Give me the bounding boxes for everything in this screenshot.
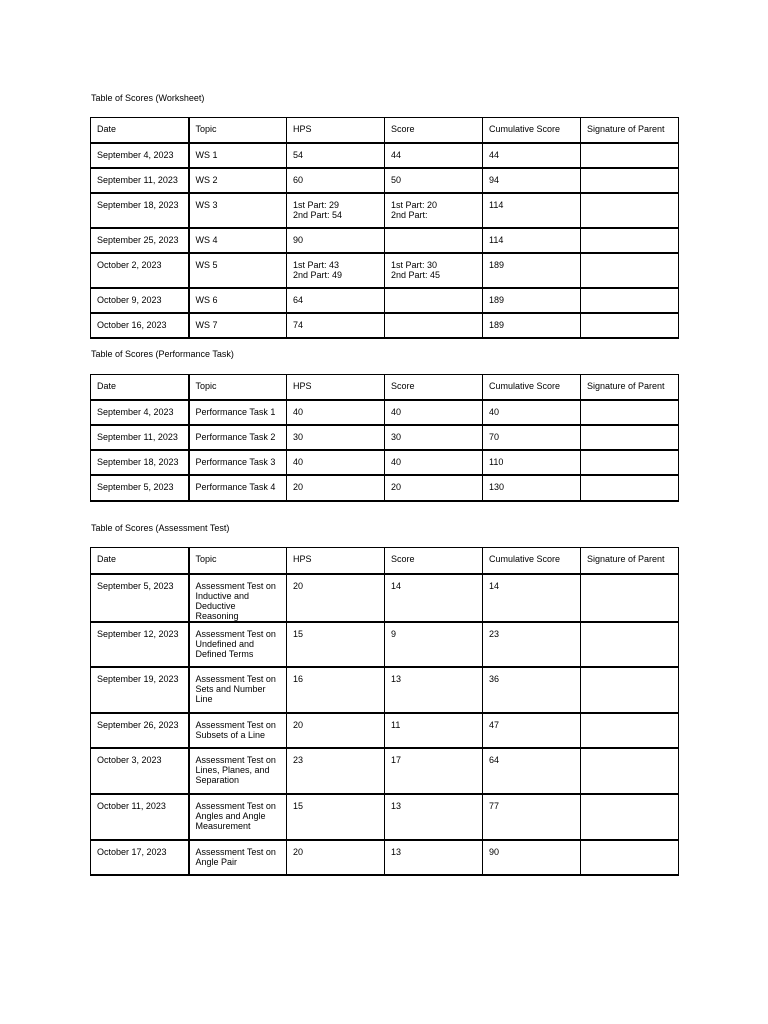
cumulative-score-cell: 36 [483,667,581,713]
score-cell: 50 [385,168,483,193]
signature-of-parent-cell [581,253,679,288]
topic-cell: WS 2 [189,168,287,193]
date-cell: September 12, 2023 [91,622,189,667]
cumulative-score-cell: 40 [483,400,581,425]
score-cell [385,313,483,338]
table-row [91,713,679,748]
date-cell: September 25, 2023 [91,228,189,253]
score-cell: 20 [385,475,483,501]
topic-cell: WS 4 [189,228,287,253]
hps-cell: 64 [287,288,385,313]
signature-of-parent-cell [581,622,679,667]
hps-cell: 74 [287,313,385,338]
date-cell: September 5, 2023 [91,475,189,501]
cumulative-score-cell: 70 [483,425,581,450]
table-row [91,253,679,288]
column-header-signature-of-parent: Signature of Parent [581,375,679,400]
hps-cell: 40 [287,400,385,425]
cumulative-score-cell: 64 [483,748,581,794]
hps-cell: 20 [287,713,385,748]
signature-of-parent-cell [581,667,679,713]
column-header-score: Score [385,548,483,574]
date-cell: October 17, 2023 [91,840,189,875]
table-row [91,400,679,425]
signature-of-parent-cell [581,288,679,313]
signature-of-parent-cell [581,574,679,622]
date-cell: September 4, 2023 [91,400,189,425]
table-row [91,475,679,501]
signature-of-parent-cell [581,143,679,168]
hps-cell: 15 [287,622,385,667]
score-cell: 13 [385,840,483,875]
score-cell: 40 [385,400,483,425]
cumulative-score-cell: 189 [483,253,581,288]
table-row [91,748,679,794]
score-cell: 9 [385,622,483,667]
hps-cell: 20 [287,840,385,875]
worksheet-scores-table [90,117,679,339]
date-cell: September 18, 2023 [91,450,189,475]
column-header-hps: HPS [287,548,385,574]
score-cell: 30 [385,425,483,450]
performance-header-row [91,375,679,400]
cumulative-score-cell: 44 [483,143,581,168]
topic-cell: WS 5 [189,253,287,288]
table-row [91,794,679,840]
assessment-header-row [91,548,679,574]
table-row [91,168,679,193]
signature-of-parent-cell [581,193,679,228]
table-row [91,288,679,313]
column-header-cumulative-score: Cumulative Score [483,548,581,574]
signature-of-parent-cell [581,475,679,501]
score-cell [385,228,483,253]
table-row [91,143,679,168]
column-header-score: Score [385,118,483,143]
score-cell: 11 [385,713,483,748]
date-cell: October 9, 2023 [91,288,189,313]
column-header-signature-of-parent: Signature of Parent [581,118,679,143]
signature-of-parent-cell [581,840,679,875]
hps-cell: 1st Part: 29 2nd Part: 54 [287,193,385,228]
cumulative-score-cell: 130 [483,475,581,501]
topic-cell: Assessment Test on Lines, Planes, and Separation [189,748,287,794]
topic-cell: Performance Task 2 [189,425,287,450]
signature-of-parent-cell [581,713,679,748]
date-cell: September 11, 2023 [91,168,189,193]
date-cell: October 2, 2023 [91,253,189,288]
topic-cell: Assessment Test on Angle Pair [189,840,287,875]
date-cell: September 5, 2023 [91,574,189,622]
cumulative-score-cell: 47 [483,713,581,748]
date-cell: September 19, 2023 [91,667,189,713]
table-row [91,840,679,875]
score-cell: 44 [385,143,483,168]
worksheet-header-row [91,118,679,143]
topic-cell: Performance Task 1 [189,400,287,425]
signature-of-parent-cell [581,748,679,794]
score-cell: 1st Part: 30 2nd Part: 45 [385,253,483,288]
column-header-hps: HPS [287,118,385,143]
hps-cell: 60 [287,168,385,193]
hps-cell: 20 [287,574,385,622]
topic-cell: WS 7 [189,313,287,338]
topic-cell: Assessment Test on Angles and Angle Measurement [189,794,287,840]
column-header-signature-of-parent: Signature of Parent [581,548,679,574]
date-cell: September 26, 2023 [91,713,189,748]
score-cell [385,288,483,313]
cumulative-score-cell: 114 [483,228,581,253]
score-cell: 13 [385,667,483,713]
date-cell: September 11, 2023 [91,425,189,450]
table-row [91,667,679,713]
assessment-scores-table [90,547,679,876]
column-header-date: Date [91,375,189,400]
signature-of-parent-cell [581,425,679,450]
cumulative-score-cell: 110 [483,450,581,475]
topic-cell: WS 6 [189,288,287,313]
signature-of-parent-cell [581,313,679,338]
column-header-date: Date [91,548,189,574]
date-cell: September 18, 2023 [91,193,189,228]
cumulative-score-cell: 94 [483,168,581,193]
score-cell: 13 [385,794,483,840]
hps-cell: 54 [287,143,385,168]
date-cell: October 16, 2023 [91,313,189,338]
cumulative-score-cell: 189 [483,288,581,313]
hps-cell: 16 [287,667,385,713]
cumulative-score-cell: 23 [483,622,581,667]
column-header-score: Score [385,375,483,400]
column-header-cumulative-score: Cumulative Score [483,375,581,400]
table-row [91,574,679,622]
score-cell: 14 [385,574,483,622]
cumulative-score-cell: 90 [483,840,581,875]
table-row [91,622,679,667]
hps-cell: 40 [287,450,385,475]
score-cell: 17 [385,748,483,794]
date-cell: October 3, 2023 [91,748,189,794]
table-row [91,193,679,228]
date-cell: September 4, 2023 [91,143,189,168]
hps-cell: 90 [287,228,385,253]
signature-of-parent-cell [581,168,679,193]
signature-of-parent-cell [581,450,679,475]
topic-cell: WS 3 [189,193,287,228]
cumulative-score-cell: 189 [483,313,581,338]
cumulative-score-cell: 114 [483,193,581,228]
cumulative-score-cell: 14 [483,574,581,622]
column-header-topic: Topic [189,375,287,400]
performance-scores-table [90,374,679,502]
signature-of-parent-cell [581,794,679,840]
table-row [91,450,679,475]
topic-cell: Performance Task 3 [189,450,287,475]
worksheet-table-caption: Table of Scores (Worksheet) [91,93,205,103]
hps-cell: 30 [287,425,385,450]
hps-cell: 23 [287,748,385,794]
score-cell: 40 [385,450,483,475]
column-header-topic: Topic [189,548,287,574]
topic-cell: Assessment Test on Undefined and Defined Terms [189,622,287,667]
assessment-table-caption: Table of Scores (Assessment Test) [91,523,230,533]
hps-cell: 1st Part: 43 2nd Part: 49 [287,253,385,288]
table-row [91,425,679,450]
performance-table-caption: Table of Scores (Performance Task) [91,349,234,359]
table-row [91,228,679,253]
column-header-topic: Topic [189,118,287,143]
column-header-cumulative-score: Cumulative Score [483,118,581,143]
topic-cell: Assessment Test on Inductive and Deductive Reasoning [189,574,287,622]
table-row [91,313,679,338]
topic-cell: Assessment Test on Sets and Number Line [189,667,287,713]
date-cell: October 11, 2023 [91,794,189,840]
hps-cell: 15 [287,794,385,840]
signature-of-parent-cell [581,400,679,425]
signature-of-parent-cell [581,228,679,253]
cumulative-score-cell: 77 [483,794,581,840]
topic-cell: WS 1 [189,143,287,168]
hps-cell: 20 [287,475,385,501]
score-cell: 1st Part: 20 2nd Part: [385,193,483,228]
column-header-date: Date [91,118,189,143]
topic-cell: Performance Task 4 [189,475,287,501]
topic-cell: Assessment Test on Subsets of a Line [189,713,287,748]
column-header-hps: HPS [287,375,385,400]
